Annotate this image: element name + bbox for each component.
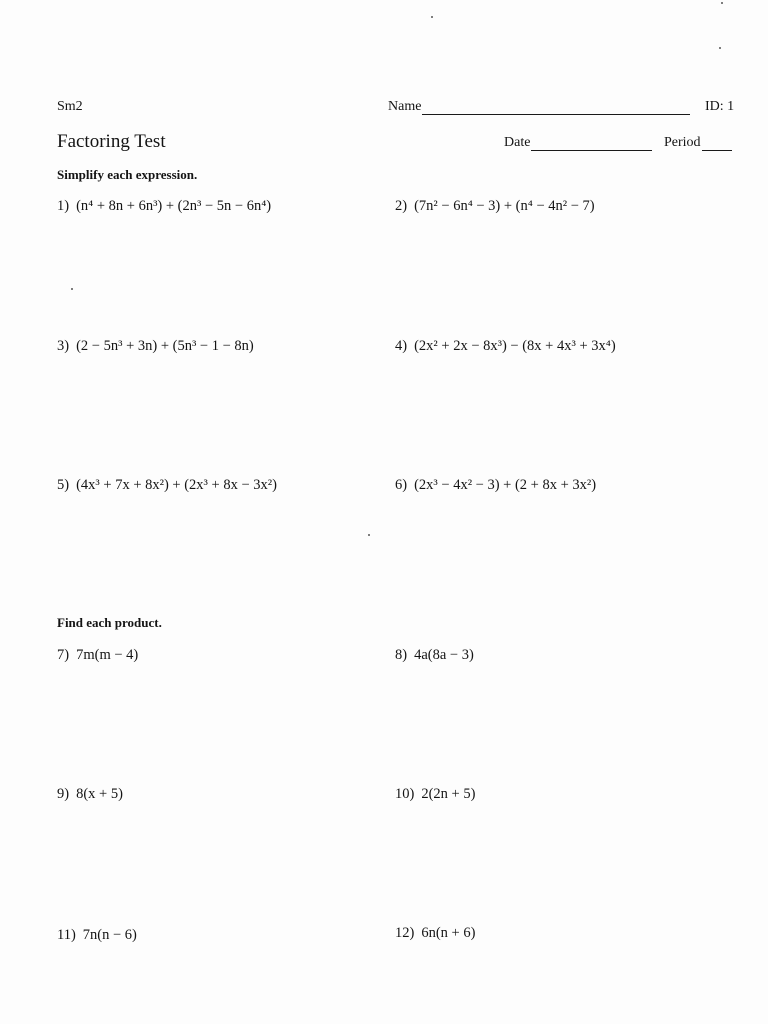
problem-item [395, 198, 595, 215]
scan-speck [719, 47, 721, 49]
problem-expression: (2 − 5n³ + 3n) + (5n³ − 1 − 8n) [76, 338, 254, 354]
problem-number: 12) [395, 925, 415, 941]
problem-number: 10) [395, 786, 415, 802]
problem-item [395, 925, 475, 942]
problem-expression: (n⁴ + 8n + 6n³) + (2n³ − 5n − 6n⁴) [76, 198, 272, 214]
problem-number: 8) [395, 647, 408, 663]
name-field [388, 99, 690, 115]
problem-number: 7) [57, 647, 70, 663]
problem-number: 9) [57, 786, 70, 802]
problem-item [57, 786, 123, 803]
scan-speck [431, 16, 433, 18]
problem-expression: (2x² + 2x − 8x³) − (8x + 4x³ + 3x⁴) [414, 338, 616, 354]
scan-speck [721, 2, 723, 4]
problem-number: 6) [395, 477, 408, 493]
scan-speck [71, 288, 73, 290]
problem-item [395, 647, 474, 664]
period-blank-line[interactable] [702, 136, 732, 151]
problem-number: 11) [57, 927, 76, 943]
problem-item [57, 477, 277, 494]
date-label: Date [504, 135, 531, 150]
problem-item [395, 786, 475, 803]
problem-item [57, 647, 138, 664]
period-label: Period [664, 135, 701, 150]
page-title: Factoring Test [57, 131, 166, 152]
course-code: Sm2 [57, 99, 83, 114]
section-heading-simplify: Simplify each expression. [57, 167, 198, 182]
problem-expression: 7n(n − 6) [82, 927, 137, 943]
problem-expression: 4a(8a − 3) [414, 647, 474, 663]
problem-expression: (7n² − 6n⁴ − 3) + (n⁴ − 4n² − 7) [414, 198, 595, 214]
id-label: ID: 1 [705, 99, 735, 114]
problem-expression: 8(x + 5) [76, 786, 123, 802]
problem-number: 3) [57, 338, 70, 354]
problem-number: 2) [395, 198, 408, 214]
date-field [504, 135, 652, 151]
problem-number: 4) [395, 338, 408, 354]
problem-number: 1) [57, 198, 70, 214]
name-label: Name [388, 99, 422, 114]
problem-expression: 7m(m − 4) [76, 647, 139, 663]
problem-number: 5) [57, 477, 70, 493]
date-blank-line[interactable] [531, 136, 652, 151]
period-field [664, 135, 732, 151]
problem-item [395, 338, 616, 355]
section-heading-product: Find each product. [57, 615, 162, 630]
problem-item [57, 927, 137, 944]
problem-item [395, 477, 596, 494]
name-blank-line[interactable] [422, 100, 690, 115]
problem-expression: 6n(n + 6) [421, 925, 476, 941]
problem-expression: (4x³ + 7x + 8x²) + (2x³ + 8x − 3x²) [76, 477, 277, 493]
problem-item [57, 198, 271, 215]
scan-speck [368, 534, 370, 536]
problem-expression: 2(2n + 5) [421, 786, 476, 802]
problem-expression: (2x³ − 4x² − 3) + (2 + 8x + 3x²) [414, 477, 597, 493]
problem-item [57, 338, 254, 355]
